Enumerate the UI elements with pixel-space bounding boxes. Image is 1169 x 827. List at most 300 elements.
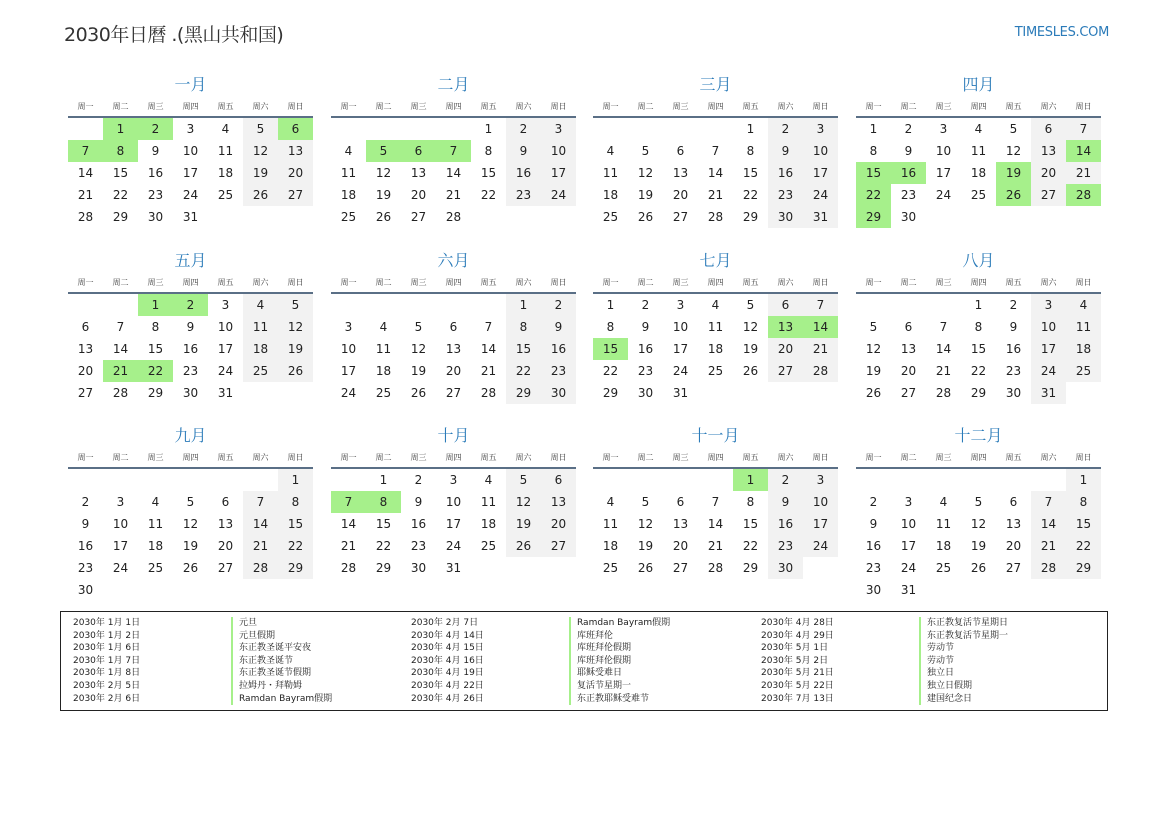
day-cell: 25 [243, 360, 278, 382]
day-cell: 12 [243, 140, 278, 162]
day-grid [68, 469, 313, 601]
empty-cell [698, 118, 733, 140]
day-cell: 28 [243, 557, 278, 579]
holiday-date: 2030年 5月 1日 [761, 643, 829, 654]
day-cell: 28 [480, 386, 497, 400]
day-cell: 1 [379, 473, 388, 487]
day-cell: 18 [602, 539, 619, 553]
empty-cell [331, 118, 366, 140]
day-cell: 20 [278, 162, 313, 184]
day-cell: 6 [449, 320, 458, 334]
day-cell: 13 [672, 517, 689, 531]
day-cell: 14 [1031, 513, 1066, 535]
weekday-label: 周二 [375, 102, 392, 111]
day-cell: 3 [803, 118, 838, 140]
day-cell: 27 [77, 386, 94, 400]
day-cell: 10 [182, 144, 199, 158]
weekday-label: 周三 [935, 453, 952, 462]
day-cell: 19 [278, 338, 313, 360]
day-cell: 17 [340, 364, 357, 378]
month-name: 七月 [699, 251, 732, 270]
month-name: 三月 [699, 75, 732, 94]
holiday-name: 建国纪念日 [919, 693, 972, 706]
holiday-day-cell: 15 [593, 338, 628, 360]
day-cell: 26 [182, 561, 199, 575]
day-cell: 11 [707, 320, 724, 334]
day-cell: 12 [742, 320, 759, 334]
weekday-label: 周六 [777, 453, 794, 462]
day-cell: 26 [637, 210, 654, 224]
holiday-name: 东正教圣诞平安夜 [231, 642, 311, 655]
day-cell: 27 [1031, 184, 1066, 206]
empty-cell [926, 469, 961, 491]
day-cell: 7 [1031, 491, 1066, 513]
weekday-label: 周四 [707, 102, 724, 111]
holiday-date: 2030年 4月 22日 [411, 680, 484, 691]
weekday-label: 周六 [777, 102, 794, 111]
day-cell: 6 [1009, 495, 1018, 509]
day-cell: 16 [768, 513, 803, 535]
day-cell: 3 [541, 118, 576, 140]
weekday-header [331, 448, 576, 469]
day-cell: 19 [506, 513, 541, 535]
day-cell: 1 [506, 294, 541, 316]
weekday-label: 周四 [707, 278, 724, 287]
holiday-day-cell: 1 [138, 294, 173, 316]
weekday-label: 周日 [812, 102, 829, 111]
day-cell: 1 [484, 122, 493, 136]
holiday-name: 元旦假期 [231, 630, 275, 643]
weekday-label: 周六 [1040, 102, 1057, 111]
day-cell: 18 [602, 188, 619, 202]
month-calendar [331, 424, 576, 579]
empty-cell [68, 118, 103, 140]
day-cell: 10 [217, 320, 234, 334]
weekday-label: 周三 [410, 102, 427, 111]
weekday-header [331, 97, 576, 118]
day-cell: 21 [1031, 535, 1066, 557]
day-cell: 23 [768, 535, 803, 557]
day-cell: 19 [243, 162, 278, 184]
day-cell: 13 [278, 140, 313, 162]
weekday-label: 周六 [515, 102, 532, 111]
day-cell: 20 [768, 338, 803, 360]
weekday-label: 周三 [935, 278, 952, 287]
holiday-day-cell: 28 [1066, 184, 1101, 206]
holiday-day-cell: 15 [856, 162, 891, 184]
day-cell: 4 [484, 473, 493, 487]
day-cell: 15 [742, 166, 759, 180]
day-cell: 14 [77, 166, 94, 180]
empty-cell [68, 294, 103, 316]
weekday-label: 周二 [375, 453, 392, 462]
day-cell: 11 [340, 166, 357, 180]
empty-cell [996, 469, 1031, 491]
day-cell: 14 [935, 342, 952, 356]
day-cell: 23 [410, 539, 427, 553]
day-cell: 4 [1066, 294, 1101, 316]
day-cell: 24 [340, 386, 357, 400]
holiday-date: 2030年 5月 2日 [761, 655, 829, 666]
holiday-date: 2030年 2月 5日 [73, 680, 141, 691]
weekday-label: 周一 [77, 453, 94, 462]
month-name: 十月 [437, 426, 470, 445]
weekday-label: 周日 [1075, 453, 1092, 462]
day-grid [68, 294, 313, 404]
holiday-name: 劳动节 [919, 655, 954, 668]
holiday-day-cell: 22 [138, 360, 173, 382]
day-cell: 23 [865, 561, 882, 575]
empty-cell [628, 469, 663, 491]
day-cell: 10 [935, 144, 952, 158]
day-cell: 26 [637, 561, 654, 575]
day-cell: 27 [410, 210, 427, 224]
day-cell: 21 [803, 338, 838, 360]
weekday-label: 周四 [970, 278, 987, 287]
day-cell: 9 [904, 144, 913, 158]
weekday-label: 周一 [77, 278, 94, 287]
day-cell: 30 [900, 210, 917, 224]
day-cell: 17 [217, 342, 234, 356]
day-cell: 28 [77, 210, 94, 224]
holiday-name: Ramdan Bayram假期 [231, 693, 332, 706]
holiday-name: 拉姆丹・拜勒姆 [231, 680, 302, 693]
day-cell: 2 [1009, 298, 1018, 312]
day-cell: 6 [768, 294, 803, 316]
day-cell: 2 [768, 469, 803, 491]
weekday-label: 周五 [1005, 453, 1022, 462]
empty-cell [663, 469, 698, 491]
day-grid [856, 469, 1101, 601]
weekday-label: 周一 [602, 453, 619, 462]
day-cell: 10 [803, 140, 838, 162]
day-cell: 21 [480, 364, 497, 378]
day-cell: 15 [1066, 513, 1101, 535]
day-cell: 14 [243, 513, 278, 535]
day-cell: 8 [746, 144, 755, 158]
holiday-name: 东正教复活节星期一 [919, 630, 1008, 643]
holiday-name: Ramdan Bayram假期 [569, 617, 670, 630]
day-cell: 13 [1005, 517, 1022, 531]
weekday-label: 周六 [1040, 453, 1057, 462]
weekday-label: 周六 [515, 278, 532, 287]
weekday-header [331, 273, 576, 294]
empty-cell [366, 118, 401, 140]
day-cell: 10 [541, 140, 576, 162]
weekday-label: 周四 [970, 453, 987, 462]
weekday-header [68, 97, 313, 118]
day-cell: 21 [1066, 162, 1101, 184]
weekday-header [593, 273, 838, 294]
day-cell: 25 [602, 210, 619, 224]
holiday-name: 东正教圣诞节假期 [231, 667, 311, 680]
day-cell: 29 [112, 210, 129, 224]
day-cell: 12 [410, 342, 427, 356]
empty-cell [891, 469, 926, 491]
day-cell: 22 [742, 539, 759, 553]
day-cell: 3 [676, 298, 685, 312]
day-cell: 27 [672, 561, 689, 575]
day-cell: 15 [742, 517, 759, 531]
day-cell: 11 [375, 342, 392, 356]
day-cell: 25 [970, 188, 987, 202]
day-cell: 13 [445, 342, 462, 356]
day-cell: 25 [480, 539, 497, 553]
day-cell: 6 [541, 469, 576, 491]
day-cell: 3 [116, 495, 125, 509]
day-cell: 15 [970, 342, 987, 356]
day-cell: 7 [484, 320, 493, 334]
month-calendar [68, 249, 313, 404]
day-cell: 29 [147, 386, 164, 400]
empty-cell [436, 294, 471, 316]
empty-cell [926, 294, 961, 316]
day-cell: 5 [243, 118, 278, 140]
day-cell: 9 [541, 316, 576, 338]
day-cell: 17 [672, 342, 689, 356]
weekday-label: 周六 [252, 278, 269, 287]
day-cell: 23 [637, 364, 654, 378]
day-cell: 17 [1031, 338, 1066, 360]
day-cell: 31 [1031, 382, 1066, 404]
weekday-label: 周四 [182, 278, 199, 287]
day-cell: 26 [970, 561, 987, 575]
day-cell: 13 [541, 491, 576, 513]
day-cell: 24 [182, 188, 199, 202]
weekday-label: 周五 [1005, 102, 1022, 111]
weekday-label: 周四 [445, 102, 462, 111]
day-cell: 25 [147, 561, 164, 575]
day-cell: 5 [278, 294, 313, 316]
day-cell: 5 [414, 320, 423, 334]
holiday-day-cell: 2 [173, 294, 208, 316]
month-calendar [68, 73, 313, 228]
month-calendar [593, 249, 838, 404]
day-cell: 15 [112, 166, 129, 180]
holiday-name: 库班拜伦假期 [569, 642, 631, 655]
day-cell: 5 [1009, 122, 1018, 136]
day-cell: 1 [974, 298, 983, 312]
weekday-label: 周二 [900, 102, 917, 111]
weekday-label: 周二 [112, 278, 129, 287]
weekday-label: 周二 [637, 102, 654, 111]
day-cell: 2 [81, 495, 90, 509]
month-calendar [593, 424, 838, 579]
weekday-label: 周日 [287, 278, 304, 287]
day-cell: 6 [676, 144, 685, 158]
day-cell: 14 [480, 342, 497, 356]
holiday-date: 2030年 5月 21日 [761, 668, 834, 679]
holiday-day-cell: 13 [768, 316, 803, 338]
weekday-label: 周五 [480, 278, 497, 287]
holiday-name: 复活节星期一 [569, 680, 631, 693]
day-cell: 7 [711, 144, 720, 158]
day-cell: 4 [151, 495, 160, 509]
weekday-label: 周二 [112, 453, 129, 462]
day-cell: 4 [221, 122, 230, 136]
day-cell: 24 [803, 535, 838, 557]
day-cell: 26 [865, 386, 882, 400]
day-cell: 15 [506, 338, 541, 360]
weekday-label: 周日 [812, 453, 829, 462]
day-cell: 25 [602, 561, 619, 575]
empty-cell [401, 118, 436, 140]
day-cell: 9 [81, 517, 90, 531]
weekday-label: 周日 [1075, 102, 1092, 111]
day-cell: 27 [541, 535, 576, 557]
empty-cell [331, 294, 366, 316]
weekday-label: 周五 [742, 102, 759, 111]
day-cell: 5 [869, 320, 878, 334]
empty-cell [593, 469, 628, 491]
weekday-label: 周二 [900, 453, 917, 462]
month-name: 四月 [962, 75, 995, 94]
empty-cell [103, 294, 138, 316]
day-cell: 5 [974, 495, 983, 509]
empty-cell [366, 294, 401, 316]
day-cell: 7 [243, 491, 278, 513]
day-cell: 13 [410, 166, 427, 180]
weekday-label: 周二 [375, 278, 392, 287]
day-cell: 4 [243, 294, 278, 316]
day-cell: 11 [602, 166, 619, 180]
day-cell: 20 [672, 188, 689, 202]
empty-cell [173, 469, 208, 491]
day-cell: 25 [935, 561, 952, 575]
day-cell: 23 [900, 188, 917, 202]
holiday-date: 2030年 4月 14日 [411, 630, 484, 641]
site-name: TIMESLES.COM [1014, 25, 1109, 40]
day-grid [68, 118, 313, 228]
day-cell: 11 [480, 495, 497, 509]
day-cell: 24 [541, 184, 576, 206]
day-cell: 18 [1066, 338, 1101, 360]
day-cell: 6 [221, 495, 230, 509]
weekday-label: 周五 [217, 102, 234, 111]
holiday-day-cell: 6 [278, 118, 313, 140]
month-name: 二月 [437, 75, 470, 94]
weekday-label: 周三 [147, 453, 164, 462]
weekday-label: 周日 [550, 453, 567, 462]
day-cell: 23 [77, 561, 94, 575]
day-cell: 21 [707, 539, 724, 553]
day-cell: 24 [672, 364, 689, 378]
month-name: 五月 [174, 251, 207, 270]
day-cell: 30 [182, 386, 199, 400]
holiday-date: 2030年 7月 13日 [761, 693, 834, 704]
day-cell: 11 [935, 517, 952, 531]
day-cell: 31 [182, 210, 199, 224]
empty-cell [698, 469, 733, 491]
day-cell: 29 [375, 561, 392, 575]
day-cell: 1 [746, 122, 755, 136]
day-cell: 16 [506, 162, 541, 184]
empty-cell [593, 118, 628, 140]
day-cell: 25 [1066, 360, 1101, 382]
day-cell: 18 [147, 539, 164, 553]
day-cell: 28 [340, 561, 357, 575]
holiday-day-cell: 1 [103, 118, 138, 140]
day-cell: 28 [803, 360, 838, 382]
day-cell: 30 [768, 557, 803, 579]
day-cell: 9 [151, 144, 160, 158]
holiday-name: 独立日 [919, 667, 954, 680]
holiday-day-cell: 7 [331, 491, 366, 513]
empty-cell [663, 118, 698, 140]
holiday-name: 东正教耶稣受难节 [569, 693, 649, 706]
weekday-label: 周三 [672, 102, 689, 111]
holiday-day-cell: 5 [366, 140, 401, 162]
day-cell: 8 [1066, 491, 1101, 513]
day-cell: 28 [707, 210, 724, 224]
holiday-day-cell: 6 [401, 140, 436, 162]
holiday-date: 2030年 4月 28日 [761, 618, 834, 628]
day-cell: 15 [278, 513, 313, 535]
day-cell: 9 [869, 517, 878, 531]
day-cell: 16 [410, 517, 427, 531]
day-cell: 18 [970, 166, 987, 180]
holiday-name: 劳动节 [919, 642, 954, 655]
holiday-day-cell: 14 [1066, 140, 1101, 162]
weekday-label: 周六 [777, 278, 794, 287]
day-cell: 26 [278, 360, 313, 382]
holiday-date: 2030年 1月 6日 [73, 643, 141, 654]
day-cell: 28 [445, 210, 462, 224]
day-grid [331, 294, 576, 404]
day-cell: 29 [278, 557, 313, 579]
day-cell: 8 [606, 320, 615, 334]
month-name: 十二月 [954, 426, 1003, 445]
day-cell: 27 [445, 386, 462, 400]
day-cell: 17 [541, 162, 576, 184]
weekday-label: 周二 [637, 453, 654, 462]
day-cell: 30 [410, 561, 427, 575]
day-cell: 2 [414, 473, 423, 487]
day-cell: 11 [970, 144, 987, 158]
weekday-label: 周六 [1040, 278, 1057, 287]
weekday-label: 周一 [865, 278, 882, 287]
month-calendar [331, 249, 576, 404]
weekday-label: 周日 [287, 102, 304, 111]
weekday-label: 周五 [480, 102, 497, 111]
day-cell: 3 [344, 320, 353, 334]
day-cell: 22 [970, 364, 987, 378]
holiday-date: 2030年 4月 19日 [411, 668, 484, 679]
day-cell: 13 [900, 342, 917, 356]
day-cell: 18 [935, 539, 952, 553]
weekday-header [68, 273, 313, 294]
day-cell: 1 [1066, 469, 1101, 491]
day-cell: 6 [81, 320, 90, 334]
holiday-day-cell: 8 [366, 491, 401, 513]
day-cell: 8 [278, 491, 313, 513]
day-cell: 16 [147, 166, 164, 180]
holiday-list [60, 611, 1108, 711]
day-cell: 23 [1005, 364, 1022, 378]
holiday-day-cell: 8 [103, 140, 138, 162]
day-cell: 28 [935, 386, 952, 400]
day-cell: 22 [278, 535, 313, 557]
day-cell: 19 [637, 188, 654, 202]
empty-cell [331, 469, 366, 491]
day-cell: 12 [506, 491, 541, 513]
weekday-label: 周五 [742, 278, 759, 287]
empty-cell [856, 294, 891, 316]
holiday-day-cell: 14 [803, 316, 838, 338]
day-cell: 13 [1031, 140, 1066, 162]
day-cell: 3 [449, 473, 458, 487]
day-cell: 9 [414, 495, 423, 509]
